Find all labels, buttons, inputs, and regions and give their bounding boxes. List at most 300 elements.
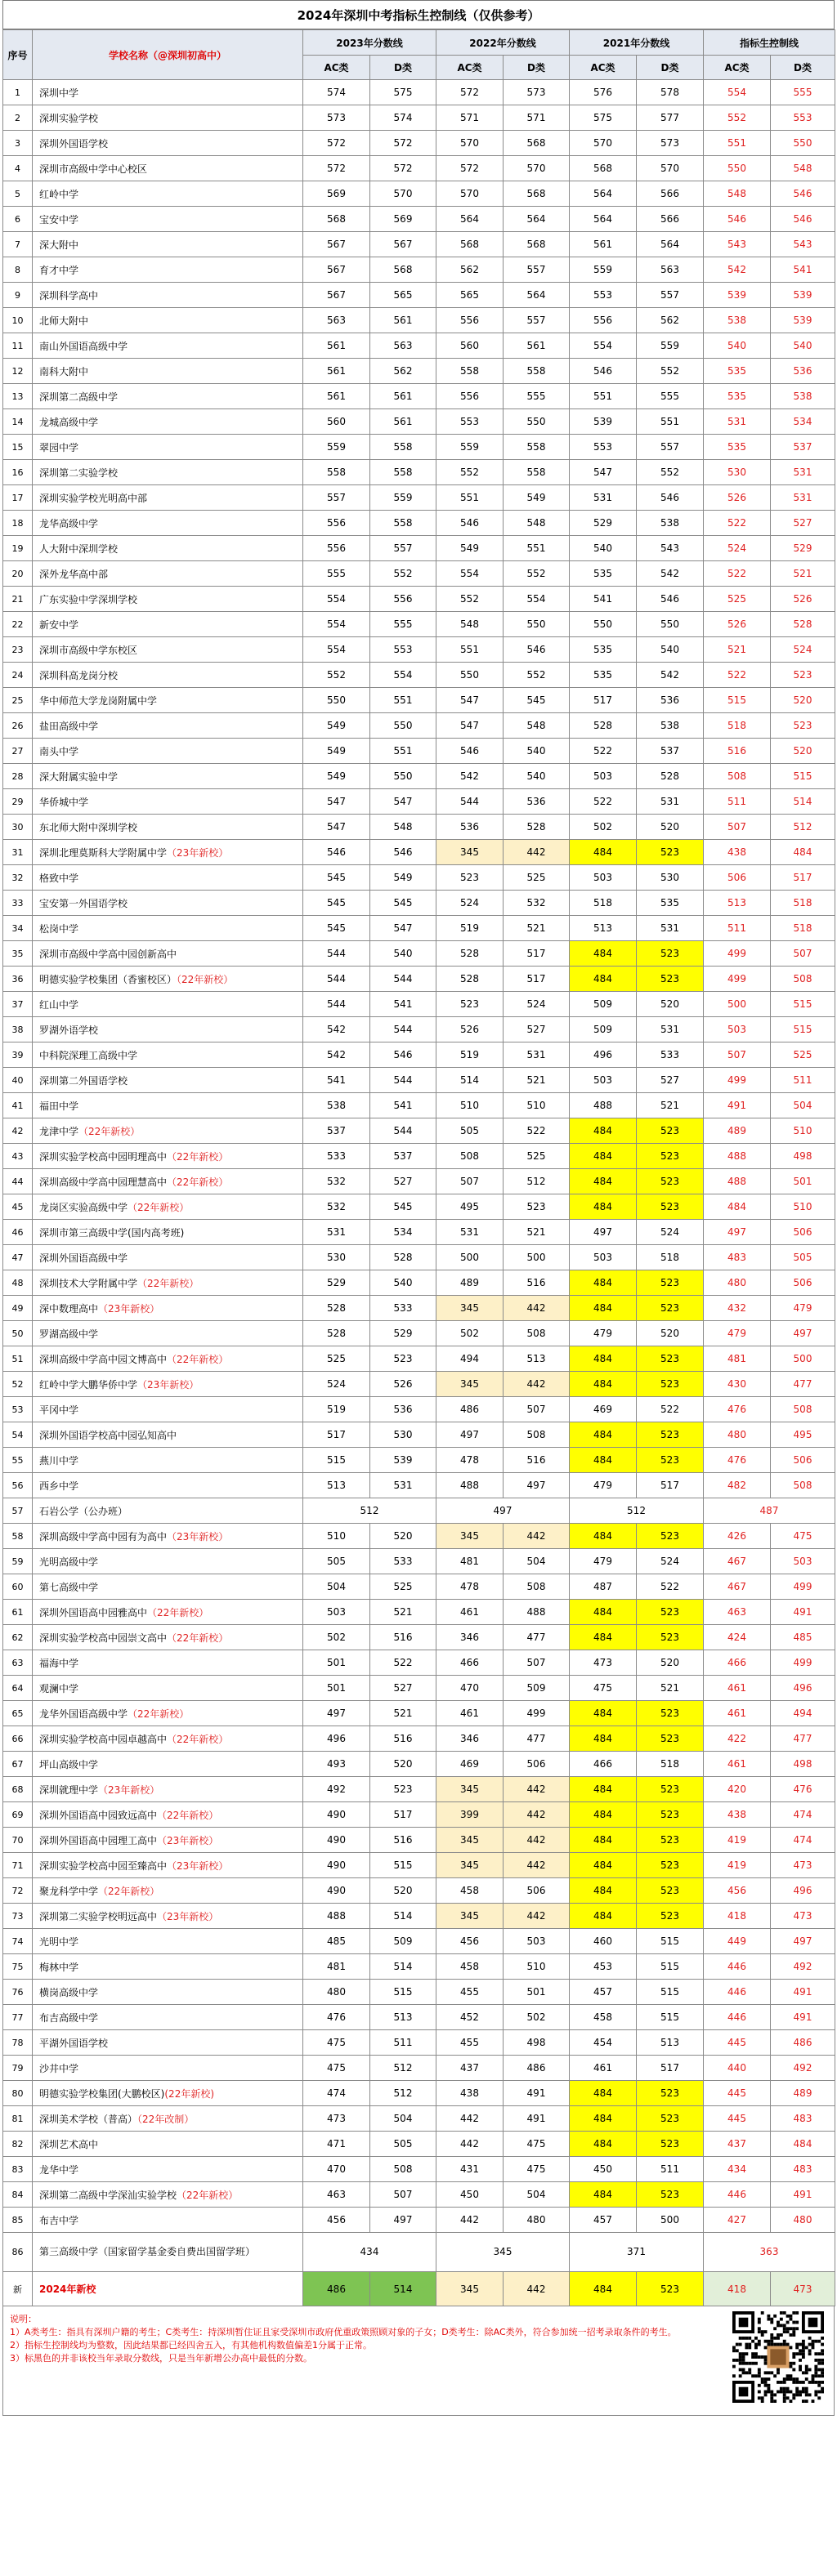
score-cell: 480 bbox=[504, 2208, 570, 2233]
table-row bbox=[3, 1042, 835, 1068]
score-cell: 509 bbox=[570, 1017, 637, 1042]
score-cell: 476 bbox=[704, 1448, 771, 1473]
table-row bbox=[3, 536, 835, 561]
school-name-text: 横岗高级中学 bbox=[39, 1986, 99, 1998]
score-cell: 446 bbox=[704, 1954, 771, 1980]
score-cell: 484 bbox=[570, 2182, 637, 2208]
row-index: 4 bbox=[3, 156, 33, 181]
score-cell: 551 bbox=[637, 409, 704, 435]
qr-module bbox=[795, 2352, 799, 2355]
score-cell: 523 bbox=[637, 2272, 704, 2306]
score-cell: 491 bbox=[771, 1980, 835, 2005]
row-index: 39 bbox=[3, 1042, 33, 1068]
merged-score-cell: 371 bbox=[570, 2233, 704, 2272]
score-cell: 543 bbox=[771, 232, 835, 257]
score-cell: 563 bbox=[637, 257, 704, 283]
score-cell: 576 bbox=[570, 80, 637, 105]
school-name-text: 布吉高级中学 bbox=[39, 2011, 99, 2024]
row-index: 54 bbox=[3, 1422, 33, 1448]
score-cell: 446 bbox=[704, 1980, 771, 2005]
score-cell: 567 bbox=[370, 232, 436, 257]
qr-module bbox=[773, 2374, 777, 2377]
table-row bbox=[3, 2233, 835, 2272]
score-cell: 550 bbox=[570, 612, 637, 637]
score-cell: 527 bbox=[771, 511, 835, 536]
score-cell: 550 bbox=[504, 612, 570, 637]
score-cell: 475 bbox=[504, 2157, 570, 2182]
row-index: 78 bbox=[3, 2030, 33, 2056]
row-index: 61 bbox=[3, 1600, 33, 1625]
score-cell: 515 bbox=[771, 992, 835, 1017]
score-cell: 484 bbox=[570, 1422, 637, 1448]
qr-module bbox=[739, 2362, 742, 2365]
school-name-text: 红山中学 bbox=[39, 998, 79, 1011]
score-cell: 503 bbox=[704, 1017, 771, 1042]
qr-module bbox=[767, 2340, 770, 2343]
score-cell: 345 bbox=[436, 2272, 504, 2306]
score-cell: 548 bbox=[504, 713, 570, 739]
score-cell: 565 bbox=[370, 283, 436, 308]
score-cell: 539 bbox=[370, 1448, 436, 1473]
score-cell: 508 bbox=[504, 1422, 570, 1448]
qr-code-icon bbox=[732, 2311, 824, 2403]
school-name-text: 龙华中学 bbox=[39, 2163, 79, 2176]
score-cell: 476 bbox=[303, 2005, 370, 2030]
score-cell: 525 bbox=[303, 1346, 370, 1372]
score-cell: 467 bbox=[704, 1549, 771, 1574]
score-cell: 524 bbox=[771, 637, 835, 663]
qr-module bbox=[795, 2381, 799, 2384]
score-cell: 535 bbox=[570, 637, 637, 663]
score-cell: 484 bbox=[570, 840, 637, 865]
school-name bbox=[33, 1878, 303, 1904]
school-name-text: 深圳实验学校高中园至臻高中 bbox=[39, 1859, 168, 1872]
score-cell: 511 bbox=[704, 789, 771, 815]
school-name bbox=[33, 2132, 303, 2157]
score-cell: 556 bbox=[436, 308, 504, 333]
qr-module bbox=[802, 2343, 805, 2346]
school-name-text: 坪山高级中学 bbox=[39, 1758, 99, 1770]
score-cell: 470 bbox=[436, 1676, 504, 1701]
row-index: 18 bbox=[3, 511, 33, 536]
qr-module bbox=[754, 2355, 758, 2359]
merged-score-cell: 434 bbox=[303, 2233, 436, 2272]
score-cell: 518 bbox=[771, 916, 835, 941]
qr-module bbox=[814, 2391, 817, 2394]
score-cell: 537 bbox=[303, 1118, 370, 1144]
table-row bbox=[3, 1017, 835, 1042]
table-row bbox=[3, 1144, 835, 1169]
new-school-tag: （22年新校） bbox=[128, 1708, 190, 1720]
qr-module bbox=[758, 2396, 761, 2400]
score-cell: 484 bbox=[570, 2081, 637, 2106]
qr-module bbox=[786, 2377, 790, 2381]
qr-module bbox=[792, 2368, 795, 2372]
score-cell: 442 bbox=[436, 2132, 504, 2157]
score-cell: 520 bbox=[771, 688, 835, 713]
score-cell: 554 bbox=[704, 80, 771, 105]
score-cell: 473 bbox=[771, 1904, 835, 1929]
score-cell: 524 bbox=[436, 891, 504, 916]
score-cell: 549 bbox=[436, 536, 504, 561]
score-cell: 506 bbox=[504, 1752, 570, 1777]
score-cell: 577 bbox=[637, 105, 704, 131]
qr-module bbox=[795, 2321, 799, 2324]
score-cell: 466 bbox=[570, 1752, 637, 1777]
row-index: 6 bbox=[3, 207, 33, 232]
score-cell: 531 bbox=[570, 485, 637, 511]
table-row bbox=[3, 2182, 835, 2208]
qr-module bbox=[783, 2311, 786, 2315]
qr-module bbox=[790, 2377, 793, 2381]
score-cell: 513 bbox=[570, 916, 637, 941]
row-index: 17 bbox=[3, 485, 33, 511]
row-index: 82 bbox=[3, 2132, 33, 2157]
row-index: 9 bbox=[3, 283, 33, 308]
school-name-text: 深圳科高龙岗分校 bbox=[39, 669, 119, 681]
qr-module bbox=[786, 2330, 790, 2333]
score-cell: 548 bbox=[436, 612, 504, 637]
qr-module bbox=[783, 2327, 786, 2330]
qr-module bbox=[777, 2391, 780, 2394]
qr-module bbox=[773, 2393, 777, 2396]
score-cell: 528 bbox=[504, 815, 570, 840]
qr-module bbox=[780, 2318, 783, 2321]
qr-module bbox=[780, 2387, 783, 2391]
score-cell: 531 bbox=[370, 1473, 436, 1498]
score-cell: 515 bbox=[704, 688, 771, 713]
qr-module bbox=[802, 2352, 805, 2355]
page bbox=[2, 0, 835, 2416]
score-cell: 555 bbox=[303, 561, 370, 587]
school-name bbox=[33, 1194, 303, 1220]
score-cell: 471 bbox=[303, 2132, 370, 2157]
qr-module bbox=[821, 2387, 824, 2391]
score-cell: 345 bbox=[436, 1904, 504, 1929]
score-cell: 551 bbox=[370, 688, 436, 713]
table-row bbox=[3, 131, 835, 156]
score-cell: 442 bbox=[504, 1372, 570, 1397]
table-row bbox=[3, 2106, 835, 2132]
row-index: 77 bbox=[3, 2005, 33, 2030]
score-cell: 552 bbox=[370, 561, 436, 587]
table-row bbox=[3, 257, 835, 283]
score-cell: 523 bbox=[637, 1777, 704, 1802]
merged-score-cell: 512 bbox=[570, 1498, 704, 1524]
school-name bbox=[33, 1574, 303, 1600]
score-cell: 442 bbox=[504, 1904, 570, 1929]
score-cell: 547 bbox=[370, 916, 436, 941]
table-row bbox=[3, 2005, 835, 2030]
qr-module bbox=[790, 2374, 793, 2377]
school-name bbox=[33, 1828, 303, 1853]
score-cell: 523 bbox=[637, 1524, 704, 1549]
score-cell: 523 bbox=[637, 840, 704, 865]
school-name bbox=[33, 181, 303, 207]
school-name-text: 东北师大附中深圳学校 bbox=[39, 821, 138, 833]
new-school-tag: （22年新校） bbox=[177, 973, 234, 985]
row-index: 68 bbox=[3, 1777, 33, 1802]
header-quota-ac: AC类 bbox=[704, 56, 771, 80]
school-name-text: 南科大附中 bbox=[39, 365, 89, 377]
score-cell: 501 bbox=[303, 1676, 370, 1701]
score-cell: 568 bbox=[303, 207, 370, 232]
table-row bbox=[3, 333, 835, 359]
score-cell: 473 bbox=[570, 1650, 637, 1676]
qr-module bbox=[821, 2391, 824, 2394]
score-cell: 503 bbox=[570, 1245, 637, 1270]
qr-module bbox=[786, 2387, 790, 2391]
score-cell: 506 bbox=[704, 865, 771, 891]
qr-module bbox=[761, 2311, 764, 2315]
school-name bbox=[33, 257, 303, 283]
score-cell: 345 bbox=[436, 840, 504, 865]
score-cell: 502 bbox=[504, 2005, 570, 2030]
table-row bbox=[3, 815, 835, 840]
score-cell: 551 bbox=[570, 384, 637, 409]
qr-module bbox=[814, 2374, 817, 2377]
school-name-text: 深中数理高中 bbox=[39, 1302, 99, 1315]
row-index: 38 bbox=[3, 1017, 33, 1042]
qr-module bbox=[812, 2346, 815, 2349]
score-cell: 538 bbox=[303, 1093, 370, 1118]
score-cell: 523 bbox=[637, 1194, 704, 1220]
score-cell: 449 bbox=[704, 1929, 771, 1954]
score-cell: 488 bbox=[504, 1600, 570, 1625]
qr-module bbox=[783, 2393, 786, 2396]
score-cell: 512 bbox=[370, 2056, 436, 2081]
score-cell: 542 bbox=[637, 561, 704, 587]
score-cell: 557 bbox=[504, 257, 570, 283]
score-cell: 549 bbox=[370, 865, 436, 891]
score-cell: 559 bbox=[303, 435, 370, 460]
school-name-text: 育才中学 bbox=[39, 264, 79, 276]
qr-module bbox=[764, 2330, 768, 2333]
score-cell: 427 bbox=[704, 2208, 771, 2233]
score-cell: 544 bbox=[303, 967, 370, 992]
score-cell: 504 bbox=[504, 2182, 570, 2208]
row-index: 48 bbox=[3, 1270, 33, 1296]
qr-module bbox=[786, 2315, 790, 2318]
score-cell: 551 bbox=[704, 131, 771, 156]
table-row bbox=[3, 1346, 835, 1372]
table-row bbox=[3, 1473, 835, 1498]
score-cell: 461 bbox=[704, 1676, 771, 1701]
row-index: 12 bbox=[3, 359, 33, 384]
score-cell: 513 bbox=[303, 1473, 370, 1498]
score-cell: 506 bbox=[771, 1220, 835, 1245]
school-name bbox=[33, 764, 303, 789]
table-row bbox=[3, 1878, 835, 1904]
score-cell: 559 bbox=[370, 485, 436, 511]
school-name bbox=[33, 333, 303, 359]
score-cell: 561 bbox=[370, 384, 436, 409]
score-cell: 483 bbox=[771, 2106, 835, 2132]
score-cell: 346 bbox=[436, 1726, 504, 1752]
score-cell: 552 bbox=[436, 460, 504, 485]
school-name-text: 聚龙科学中学 bbox=[39, 1885, 99, 1897]
score-cell: 538 bbox=[704, 308, 771, 333]
score-cell: 541 bbox=[303, 1068, 370, 1093]
score-cell: 542 bbox=[436, 764, 504, 789]
score-cell: 500 bbox=[637, 2208, 704, 2233]
score-cell: 517 bbox=[504, 941, 570, 967]
score-cell: 572 bbox=[303, 156, 370, 181]
score-cell: 573 bbox=[637, 131, 704, 156]
score-cell: 528 bbox=[436, 941, 504, 967]
score-cell: 553 bbox=[570, 283, 637, 308]
score-cell: 488 bbox=[704, 1169, 771, 1194]
qr-module bbox=[814, 2368, 817, 2372]
school-name bbox=[33, 1372, 303, 1397]
score-cell: 546 bbox=[637, 587, 704, 612]
score-cell: 478 bbox=[436, 1574, 504, 1600]
header-2021-ac: AC类 bbox=[570, 56, 637, 80]
score-cell: 500 bbox=[436, 1245, 504, 1270]
row-index: 58 bbox=[3, 1524, 33, 1549]
score-cell: 500 bbox=[771, 1346, 835, 1372]
score-cell: 474 bbox=[771, 1802, 835, 1828]
score-cell: 569 bbox=[370, 207, 436, 232]
score-cell: 539 bbox=[704, 283, 771, 308]
table-row bbox=[3, 1118, 835, 1144]
qr-module bbox=[817, 2396, 821, 2400]
score-cell: 461 bbox=[570, 2056, 637, 2081]
qr-module bbox=[732, 2349, 736, 2352]
qr-module bbox=[802, 2391, 805, 2394]
score-cell: 507 bbox=[370, 2182, 436, 2208]
table-row bbox=[3, 1296, 835, 1321]
score-cell: 568 bbox=[370, 257, 436, 283]
table-row bbox=[3, 1422, 835, 1448]
score-cell: 440 bbox=[704, 2056, 771, 2081]
score-cell: 499 bbox=[704, 967, 771, 992]
score-cell: 520 bbox=[370, 1752, 436, 1777]
table-row bbox=[3, 561, 835, 587]
score-cell: 506 bbox=[504, 1878, 570, 1904]
qr-module bbox=[770, 2337, 773, 2340]
score-cell: 522 bbox=[637, 1574, 704, 1600]
score-cell: 548 bbox=[370, 815, 436, 840]
score-cell: 535 bbox=[704, 359, 771, 384]
school-name bbox=[33, 1220, 303, 1245]
score-cell: 531 bbox=[303, 1220, 370, 1245]
score-cell: 505 bbox=[303, 1549, 370, 1574]
score-cell: 562 bbox=[436, 257, 504, 283]
qr-module bbox=[748, 2337, 751, 2340]
row-index: 55 bbox=[3, 1448, 33, 1473]
header-2023-ac: AC类 bbox=[303, 56, 370, 80]
qr-module bbox=[790, 2365, 793, 2368]
score-cell: 540 bbox=[370, 941, 436, 967]
qr-module bbox=[790, 2400, 793, 2403]
school-name-text: 西乡中学 bbox=[39, 1480, 79, 1492]
qr-module bbox=[792, 2393, 795, 2396]
qr-module bbox=[758, 2374, 761, 2377]
table-row bbox=[3, 1904, 835, 1929]
score-cell: 520 bbox=[637, 992, 704, 1017]
qr-module bbox=[739, 2337, 742, 2340]
score-cell: 525 bbox=[771, 1042, 835, 1068]
score-cell: 546 bbox=[637, 485, 704, 511]
score-cell: 514 bbox=[370, 1904, 436, 1929]
score-cell: 517 bbox=[570, 688, 637, 713]
school-name-text: 梅林中学 bbox=[39, 1961, 79, 1973]
score-cell: 467 bbox=[704, 1574, 771, 1600]
qr-module bbox=[773, 2343, 777, 2346]
score-cell: 523 bbox=[637, 1701, 704, 1726]
score-cell: 559 bbox=[637, 333, 704, 359]
score-cell: 345 bbox=[436, 1853, 504, 1878]
qr-module bbox=[792, 2377, 795, 2381]
table-row bbox=[3, 1777, 835, 1802]
school-name bbox=[33, 587, 303, 612]
qr-module bbox=[748, 2362, 751, 2365]
score-cell: 498 bbox=[771, 1752, 835, 1777]
row-index: 8 bbox=[3, 257, 33, 283]
school-name-text: 深圳北理莫斯科大学附属中学 bbox=[39, 846, 168, 859]
score-cell: 557 bbox=[370, 536, 436, 561]
school-name bbox=[33, 967, 303, 992]
qr-module bbox=[783, 2343, 786, 2346]
school-name bbox=[33, 384, 303, 409]
qr-module bbox=[773, 2327, 777, 2330]
school-name bbox=[33, 2233, 303, 2272]
score-cell: 491 bbox=[704, 1093, 771, 1118]
school-name bbox=[33, 865, 303, 891]
qr-module bbox=[764, 2362, 768, 2365]
score-cell: 484 bbox=[570, 1296, 637, 1321]
score-cell: 508 bbox=[771, 1397, 835, 1422]
score-cell: 497 bbox=[570, 1220, 637, 1245]
qr-module bbox=[751, 2340, 754, 2343]
qr-module bbox=[742, 2337, 745, 2340]
school-name-text: 深圳外国语高中园致远高中 bbox=[39, 1809, 158, 1821]
score-cell: 345 bbox=[436, 1524, 504, 1549]
score-cell: 484 bbox=[570, 1777, 637, 1802]
score-cell: 529 bbox=[303, 1270, 370, 1296]
score-cell: 484 bbox=[570, 1625, 637, 1650]
school-name bbox=[33, 1549, 303, 1574]
score-cell: 484 bbox=[570, 1600, 637, 1625]
score-cell: 458 bbox=[436, 1954, 504, 1980]
school-name-text: 深圳外国语学校高中园弘知高中 bbox=[39, 1429, 177, 1441]
score-cell: 515 bbox=[637, 1980, 704, 2005]
score-cell: 479 bbox=[570, 1473, 637, 1498]
score-cell: 446 bbox=[704, 2005, 771, 2030]
score-cell: 522 bbox=[370, 1650, 436, 1676]
score-cell: 518 bbox=[704, 713, 771, 739]
score-cell: 567 bbox=[303, 232, 370, 257]
score-cell: 540 bbox=[704, 333, 771, 359]
score-cell: 553 bbox=[771, 105, 835, 131]
score-cell: 523 bbox=[637, 1448, 704, 1473]
score-cell: 489 bbox=[771, 2081, 835, 2106]
score-cell: 488 bbox=[570, 1093, 637, 1118]
qr-module bbox=[761, 2400, 764, 2403]
table-row bbox=[3, 891, 835, 916]
qr-module bbox=[764, 2359, 768, 2362]
school-name bbox=[33, 1853, 303, 1878]
score-cell: 523 bbox=[637, 1372, 704, 1397]
school-name-text: 深圳科学高中 bbox=[39, 289, 99, 301]
new-school-tag: （22年新校） bbox=[78, 1125, 141, 1137]
qr-module bbox=[792, 2330, 795, 2333]
qr-module bbox=[786, 2343, 790, 2346]
score-cell: 463 bbox=[303, 2182, 370, 2208]
school-name-text: 南山外国语高级中学 bbox=[39, 340, 128, 352]
row-index: 50 bbox=[3, 1321, 33, 1346]
